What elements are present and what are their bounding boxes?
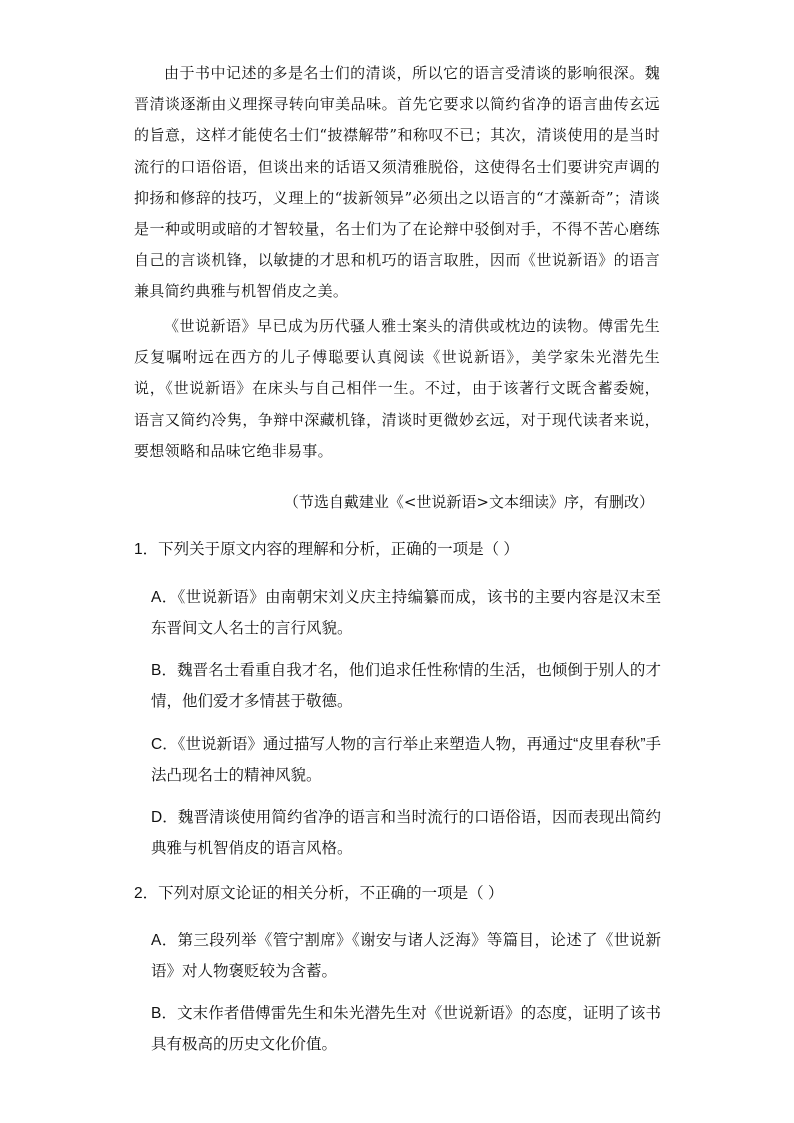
question-1-option-d: D．魏晋清谈使用简约省净的语言和当时流行的口语俗语，因而表现出简约典雅与机智俏皮的语言风格。 xyxy=(151,809,661,857)
question-2-option-b: B．文末作者借傅雷先生和朱光潜先生对《世说新语》的态度，证明了该书具有极高的历史文化价值。 xyxy=(151,1005,661,1053)
passage-paragraph-2: 《世说新语》早已成为历代骚人雅士案头的清供或枕边的读物。傅雷先生反复嘱咐远在西方的儿子傅聪要认真阅读《世说新语》，美学家朱光潜先生说，《世说新语》在床头与自己相伴一生。不过，由于该著行文既含蓄委婉，语言又简约冷隽，争辩中深藏机锋，清谈时更微妙玄远，对于现代读者来说，要想领略和品味它绝非易事。 xyxy=(134,317,660,460)
passage-source-citation: （节选自戴建业《<世说新语>文本细读》序，有删改） xyxy=(283,493,654,511)
question-1-option-b: B．魏晋名士看重自我才名，他们追求任性称情的生活，也倾倒于别人的才情，他们爱才多情甚于敬德。 xyxy=(151,662,661,710)
question-1-option-a: A．《世说新语》由南朝宋刘义庆主持编纂而成，该书的主要内容是汉末至东晋间文人名士的言行风貌。 xyxy=(151,589,661,637)
question-1-stem: 1．下列关于原文内容的理解和分析，正确的一项是（ ） xyxy=(134,541,519,558)
question-2-stem: 2．下列对原文论证的相关分析，不正确的一项是（ ） xyxy=(134,885,504,902)
question-2-option-a: A．第三段列举《管宁割席》《谢安与诸人泛海》等篇目，论述了《世说新语》对人物褒贬较为含蓄。 xyxy=(151,932,661,980)
passage-paragraph-1: 由于书中记述的多是名士们的清谈，所以它的语言受清谈的影响很深。魏晋清谈逐渐由义理探寻转向审美品味。首先它要求以简约省净的语言曲传玄远的旨意，这样才能使名士们“披襟解带”和称叹不已；其次，清谈使用的是当时流行的口语俗语，但谈出来的话语又须清雅脱俗，这使得名士们要讲究声调的抑扬和修辞的技巧，义理上的“拔新领异”必须出之以语言的“才藻新奇”；清谈是一种或明或暗的才智较量，名士们为了在论辩中驳倒对手，不得不苦心磨练自己的言谈机锋，以敏捷的才思和机巧的语言取胜，因而《世说新语》的语言兼具简约典雅与机智俏皮之美。 xyxy=(134,64,660,301)
question-1-option-c: C．《世说新语》通过描写人物的言行举止来塑造人物，再通过“皮里春秋”手法凸现名士的精神风貌。 xyxy=(151,736,661,784)
